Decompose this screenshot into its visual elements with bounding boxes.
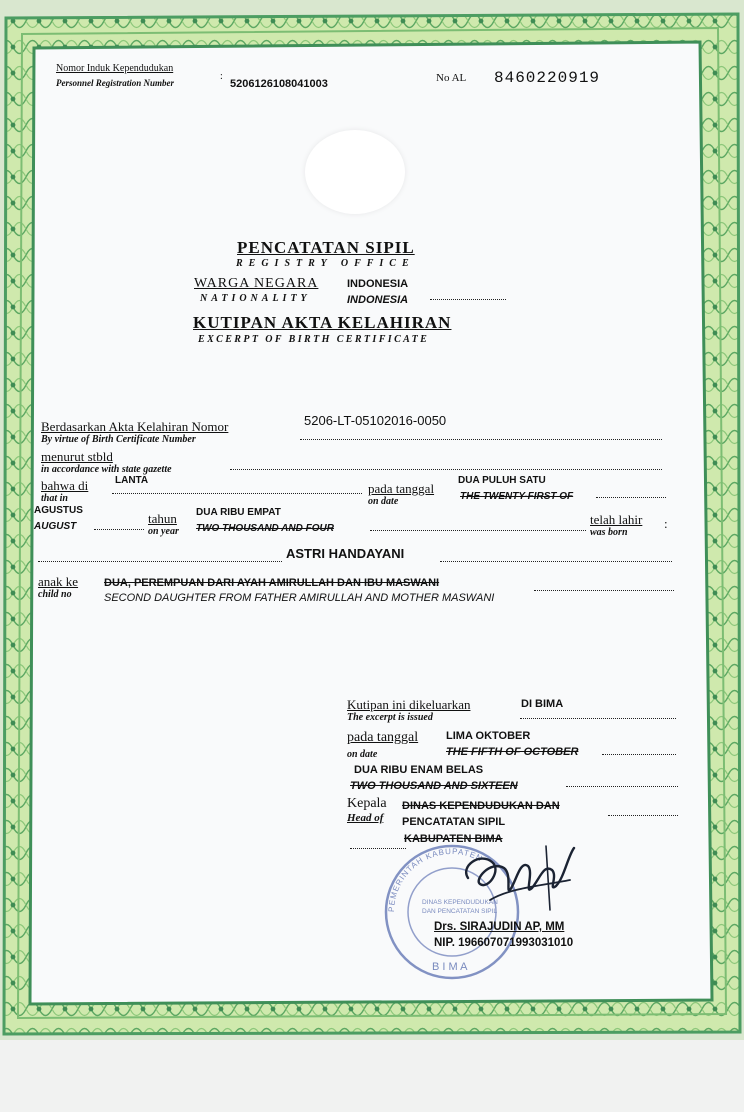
issued-place: DI BIMA bbox=[521, 698, 564, 710]
nationality-value-en: INDONESIA bbox=[347, 294, 409, 306]
year-value-id: DUA RIBU EMPAT bbox=[196, 507, 281, 518]
issued-label-en: The excerpt is issued bbox=[347, 712, 433, 723]
nationality-label-en: NATIONALITY bbox=[200, 293, 311, 304]
month-en: AUGUST bbox=[34, 521, 77, 532]
nik-label-en: Personnel Registration Number bbox=[56, 78, 175, 88]
stbld-dots bbox=[230, 469, 662, 470]
issue-date-label-id: pada tanggal bbox=[347, 730, 419, 745]
place-value: LANTA bbox=[115, 475, 149, 486]
signature bbox=[450, 838, 590, 918]
born-colon: : bbox=[664, 516, 668, 531]
registry-title-en: REGISTRY OFFICE bbox=[236, 258, 415, 269]
issue-year-id: DUA RIBU ENAM BELAS bbox=[354, 764, 484, 776]
basis-label-id: Berdasarkan Akta Kelahiran Nomor bbox=[41, 419, 229, 434]
registry-title-id: PENCATATAN SIPIL bbox=[237, 238, 415, 257]
issue-year-en: TWO THOUSAND AND SIXTEEN bbox=[350, 780, 518, 792]
excerpt-title-id: KUTIPAN AKTA KELAHIRAN bbox=[193, 313, 452, 332]
date-dots bbox=[596, 497, 666, 498]
no-value: 8460220919 bbox=[494, 69, 601, 87]
date-label-id: pada tanggal bbox=[368, 481, 435, 496]
child-dots bbox=[534, 590, 674, 591]
issued-label-id: Kutipan ini dikeluarkan bbox=[347, 697, 471, 712]
table-surface bbox=[0, 1040, 744, 1112]
issue-year-dots bbox=[566, 786, 678, 787]
nik-colon: : bbox=[220, 71, 223, 82]
child-label-id: anak ke bbox=[38, 574, 79, 589]
nik-value: 5206126108041003 bbox=[230, 78, 328, 90]
no-label: No AL bbox=[436, 72, 467, 84]
basis-dots bbox=[300, 439, 662, 440]
child-label-en: child no bbox=[38, 589, 72, 600]
issue-date-value-id: LIMA OKTOBER bbox=[446, 730, 531, 742]
born-label-en: was born bbox=[590, 527, 628, 538]
name-dots-right bbox=[440, 561, 672, 562]
basis-value: 5206-LT-05102016-0050 bbox=[304, 413, 447, 428]
stamp-inner-line-1: DINAS KEPENDUDUKAN bbox=[422, 899, 498, 906]
month-id: AGUSTUS bbox=[34, 505, 83, 516]
name-dots-left bbox=[38, 561, 282, 562]
child-name: ASTRI HANDAYANI bbox=[286, 546, 405, 561]
head-line-2: PENCATATAN SIPIL bbox=[402, 816, 506, 828]
stamp-top-text: PEMERINTAH KABUPATEN bbox=[386, 846, 485, 913]
place-label-id: bahwa di bbox=[41, 478, 89, 493]
punch-hole bbox=[305, 130, 405, 214]
born-label-id: telah lahir bbox=[590, 512, 643, 527]
year-label-id: tahun bbox=[148, 511, 177, 526]
date-value-id: DUA PULUH SATU bbox=[458, 475, 546, 486]
month-dots bbox=[94, 529, 144, 530]
stbld-label-id: menurut stbld bbox=[41, 449, 113, 464]
stamp-bottom-text: B I M A bbox=[432, 961, 468, 973]
nationality-dots bbox=[430, 299, 506, 300]
nik-label-id: Nomor Induk Kependudukan bbox=[56, 63, 174, 74]
head-dots bbox=[608, 815, 678, 816]
year-label-en: on year bbox=[148, 526, 179, 537]
issue-date-label-en: on date bbox=[347, 749, 378, 760]
nationality-label-id: WARGA NEGARA bbox=[194, 276, 319, 291]
excerpt-title-en: EXCERPT OF BIRTH CERTIFICATE bbox=[198, 334, 430, 345]
nationality-value-id: INDONESIA bbox=[347, 278, 409, 290]
stamp-inner-line-2: DAN PENCATATAN SIPIL bbox=[422, 908, 498, 915]
head-label-id: Kepala bbox=[347, 796, 387, 811]
place-label-en: that in bbox=[41, 493, 68, 504]
head-label-en: Head of bbox=[347, 812, 384, 824]
official-name: Drs. SIRAJUDIN AP, MM bbox=[434, 921, 565, 933]
head-line-1: DINAS KEPENDUDUKAN DAN bbox=[402, 800, 560, 812]
head-line-3: KABUPATEN BIMA bbox=[404, 833, 503, 845]
year-value-en: TWO THOUSAND AND FOUR bbox=[196, 523, 334, 534]
year-dots bbox=[370, 530, 586, 531]
child-value-en: SECOND DAUGHTER FROM FATHER AMIRULLAH AND MOTHER MASWANI bbox=[104, 592, 495, 604]
date-label-en: on date bbox=[368, 496, 399, 507]
issued-dots bbox=[520, 718, 676, 719]
place-dots bbox=[112, 493, 362, 494]
basis-label-en: By virtue of Birth Certificate Number bbox=[41, 434, 196, 445]
issue-date-dots bbox=[602, 754, 676, 755]
stbld-label-en: in accordance with state gazette bbox=[41, 464, 172, 475]
child-value-id: DUA, PEREMPUAN DARI AYAH AMIRULLAH DAN IBU MASWANI bbox=[104, 577, 440, 589]
issue-date-value-en: THE FIFTH OF OCTOBER bbox=[446, 746, 579, 758]
date-value-en: THE TWENTY-FIRST OF bbox=[460, 491, 574, 502]
official-nip: NIP. 196607071993031010 bbox=[434, 937, 574, 949]
